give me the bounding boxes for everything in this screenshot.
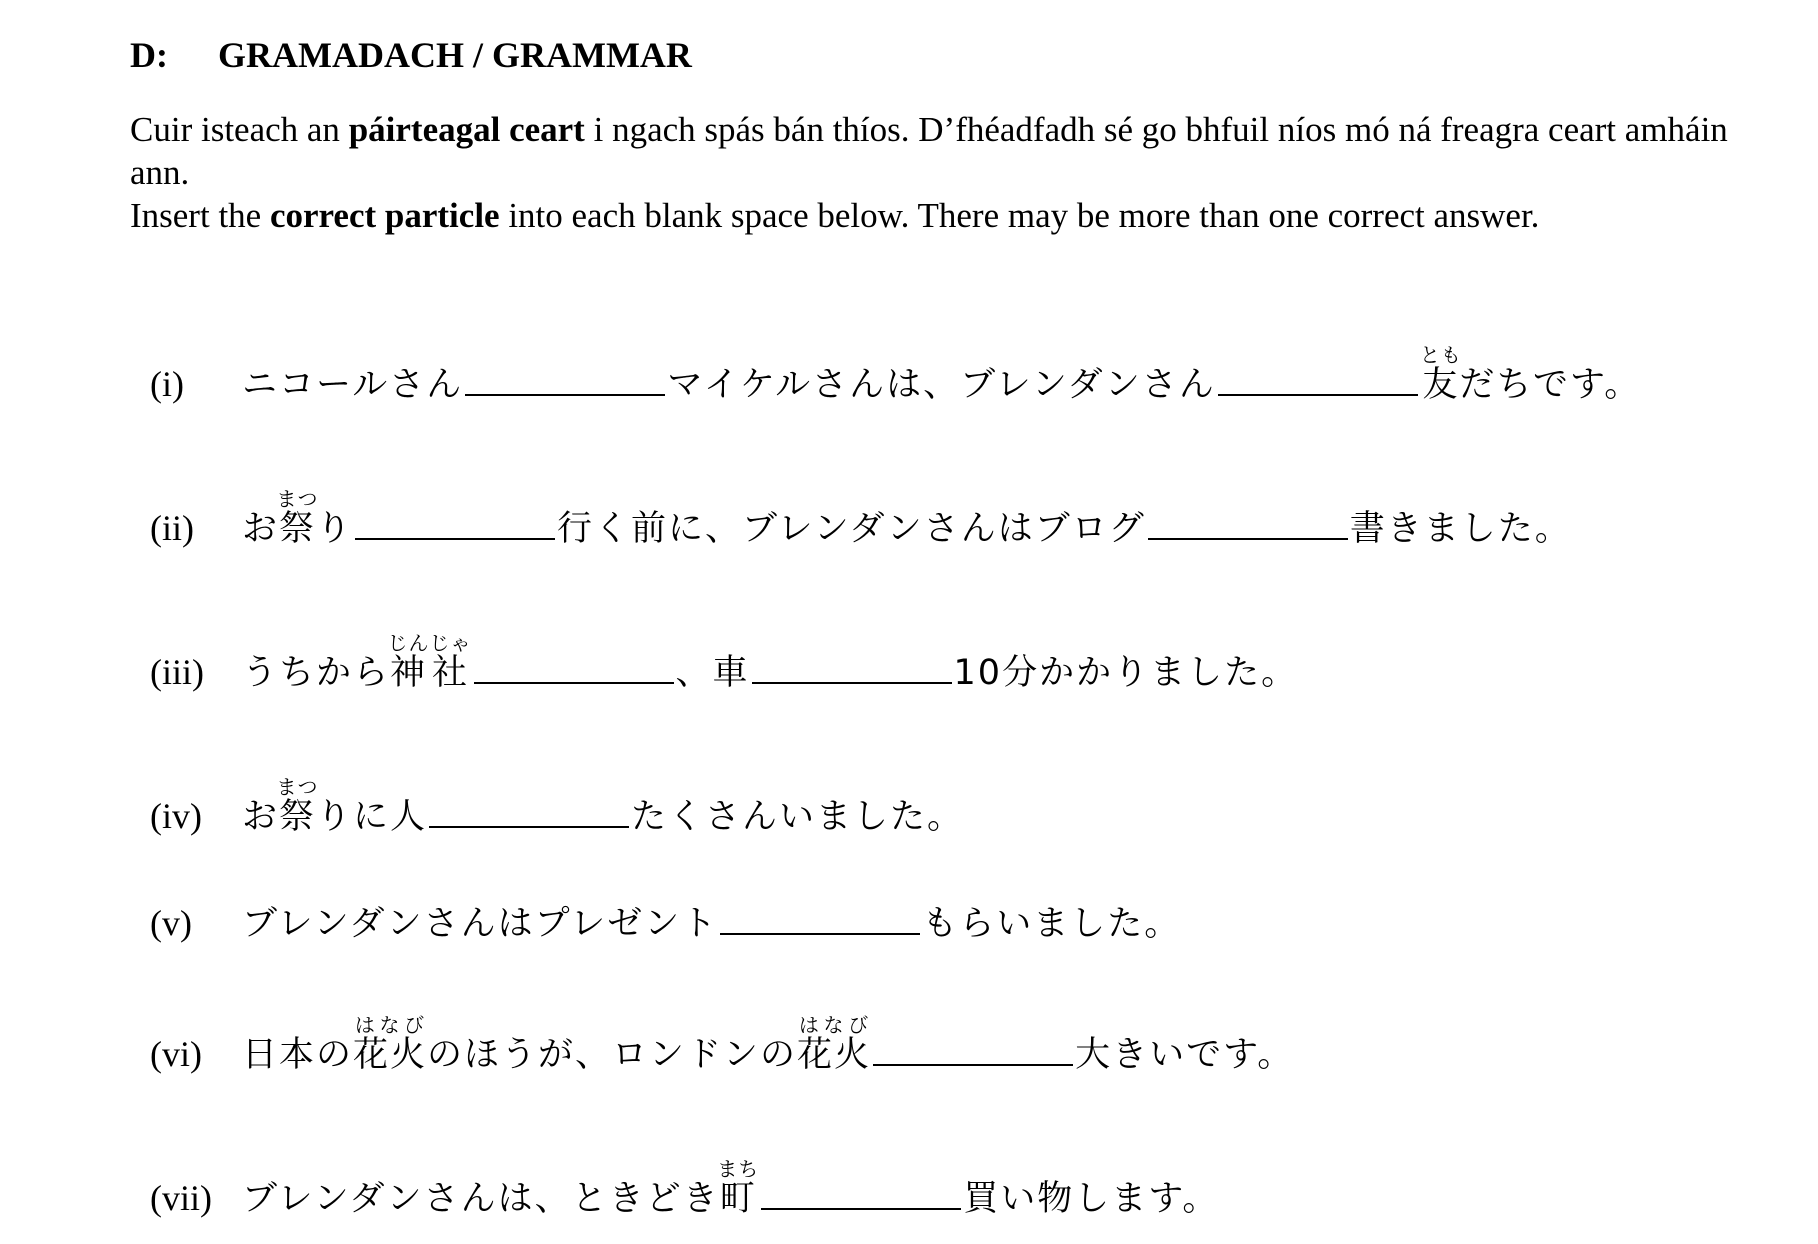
question-number: (iii) [150,652,204,692]
answer-blank[interactable] [465,386,665,396]
question-iv [150,776,964,839]
furigana-reading: じんじゃ [387,631,472,655]
furigana-reading: とも [1419,343,1462,367]
furigana-reading: はなび [353,1013,428,1037]
question-text-part: 行く前に、ブレンダンさんはブログ [557,509,1146,549]
section-letter: D: [130,35,168,75]
furigana-word [353,1013,428,1075]
furigana-word [276,487,319,549]
answer-blank[interactable] [873,1056,1073,1066]
instructions-irish [130,108,1730,194]
instructions [130,108,1730,237]
question-text-part: のほうが、ロンドンの [427,1035,798,1075]
question-text-part: 書きました。 [1349,509,1572,549]
furigana-reading: まち [717,1157,760,1181]
question-vii [150,1158,1219,1221]
question-number: (v) [150,903,192,943]
question-text-part: たくさんいました。 [631,797,965,837]
question-text [242,776,964,839]
kanji: 祭 [276,797,319,837]
question-text-part: お [242,509,280,549]
question-i [150,344,1641,407]
question-text-part: 買い物します。 [963,1179,1220,1219]
question-text-part: ニコールさん [242,365,464,405]
furigana-reading: はなび [797,1013,872,1037]
question-text-part: うちから [242,653,391,693]
question-text [242,632,1298,695]
instructions-irish-post: i ngach spás bán thíos. D’fhéadfadh sé go bhfuil níos mó ná freagra ceart amháin ann. [130,110,1728,192]
kanji: 町 [717,1179,760,1219]
question-number: (ii) [150,508,194,548]
answer-blank[interactable] [1148,530,1348,540]
question-ii [150,488,1572,551]
question-text-part: 日本の [242,1035,354,1075]
answer-blank[interactable] [474,674,674,684]
question-text-part: ブレンダンさんは、ときどき [242,1179,720,1219]
kanji: 神社 [387,653,472,693]
question-text-part: 大きいです。 [1075,1035,1295,1075]
answer-blank[interactable] [752,674,952,684]
question-text-part: り [316,509,354,549]
instructions-irish-bold: páirteagal ceart [348,110,585,149]
question-number: (i) [150,364,184,404]
instructions-english [130,194,1730,237]
question-text-part: 10分かかりました。 [953,653,1299,693]
question-text-part: もらいました。 [922,904,1182,944]
section-title: GRAMADACH / GRAMMAR [218,35,692,75]
furigana-word [797,1013,872,1075]
instructions-english-bold: correct particle [269,196,500,235]
furigana-word [387,631,472,693]
instructions-irish-pre: Cuir isteach an [130,110,349,149]
question-text [242,344,1641,407]
answer-blank[interactable] [355,530,555,540]
question-text [242,488,1572,551]
kanji: 友 [1419,365,1462,405]
section-heading [130,34,692,76]
furigana-word [1419,343,1462,405]
question-number: (iv) [150,796,202,836]
furigana-word [276,775,319,837]
answer-blank[interactable] [1218,386,1418,396]
furigana-word [717,1157,760,1219]
answer-blank[interactable] [429,818,629,828]
question-number: (vi) [150,1034,202,1074]
kanji: 祭 [276,509,319,549]
question-text [242,896,1181,946]
instructions-english-post: into each blank space below. There may be more than one correct answer. [499,196,1540,235]
furigana-reading: まつ [276,775,319,799]
question-text-part: ブレンダンさんはプレゼント [242,904,719,944]
answer-blank[interactable] [761,1200,961,1210]
question-text-part: マイケルさんは、ブレンダンさん [667,365,1216,405]
kanji: 花火 [353,1035,428,1075]
kanji: 花火 [797,1035,872,1075]
furigana-reading: まつ [276,487,319,511]
instructions-english-pre: Insert the [130,196,270,235]
answer-blank[interactable] [720,925,920,935]
question-iii [150,632,1298,695]
question-text-part: 、車 [675,653,750,693]
question-text-part: りに人 [316,797,428,837]
question-vi [150,1014,1294,1077]
question-number: (vii) [150,1178,212,1218]
question-text-part: だちです。 [1459,365,1642,405]
question-text [242,1158,1219,1221]
question-v [150,896,1181,946]
question-text [242,1014,1294,1077]
question-text-part: お [242,797,280,837]
